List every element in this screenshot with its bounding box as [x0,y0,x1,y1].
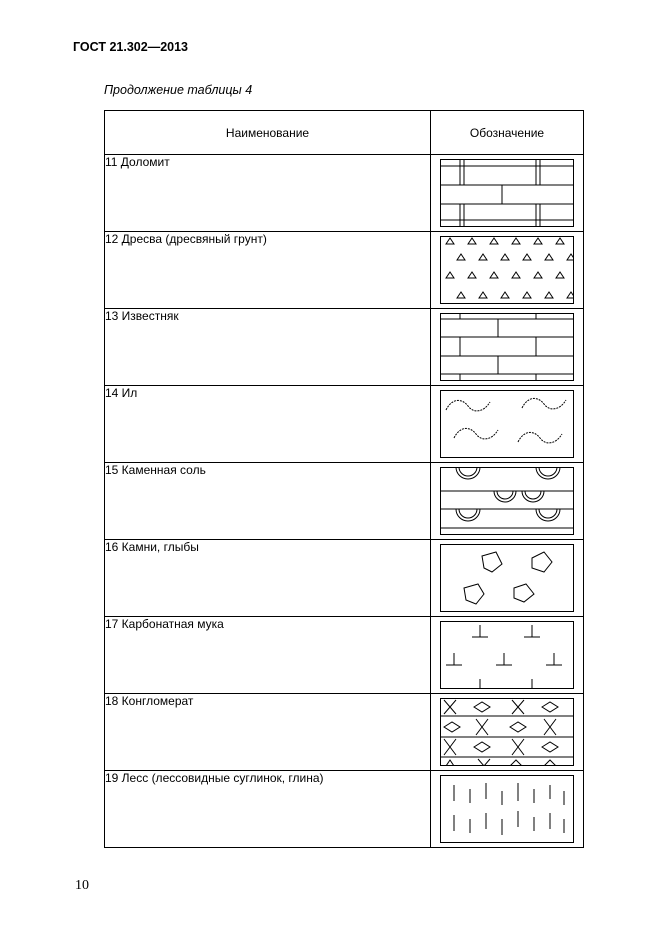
row-symbol-conglomerate [431,694,584,771]
table-row [105,232,584,309]
carbonate-flour-pattern-icon [440,621,574,689]
row-name-dolomite: 11 Доломит [105,155,431,232]
row-name-rock-salt: 15 Каменная соль [105,463,431,540]
conglomerate-pattern-icon [440,698,574,766]
row-name-limestone: 13 Известняк [105,309,431,386]
row-symbol-silt [431,386,584,463]
table-row [105,386,584,463]
row-name-gruss: 12 Дресва (дресвяный грунт) [105,232,431,309]
column-header-symbol: Обозначение [431,111,584,155]
boulders-pattern-icon [440,544,574,612]
row-name-conglomerate: 18 Конгломерат [105,694,431,771]
silt-pattern-icon [440,390,574,458]
table-row [105,771,584,848]
row-symbol-boulders [431,540,584,617]
limestone-pattern-icon [440,313,574,381]
gruss-pattern-icon [440,236,574,304]
table-row [105,309,584,386]
row-name-carbonate-flour: 17 Карбонатная мука [105,617,431,694]
table-caption: Продолжение таблицы 4 [104,83,253,97]
row-symbol-loess [431,771,584,848]
table-row [105,463,584,540]
row-symbol-limestone [431,309,584,386]
table-row [105,155,584,232]
dolomite-pattern-icon [440,159,574,227]
row-name-loess: 19 Лесс (лессовидные суглинок, глина) [105,771,431,848]
page-number: 10 [75,878,89,893]
table-header-row [105,111,584,155]
rock-salt-pattern-icon [440,467,574,535]
column-header-name: Наименование [105,111,431,155]
table-row [105,617,584,694]
row-name-boulders: 16 Камни, глыбы [105,540,431,617]
row-name-silt: 14 Ил [105,386,431,463]
row-symbol-dolomite [431,155,584,232]
row-symbol-rock-salt [431,463,584,540]
table-row [105,540,584,617]
row-symbol-carbonate-flour [431,617,584,694]
document-header: ГОСТ 21.302—2013 [73,40,189,54]
loess-pattern-icon [440,775,574,843]
row-symbol-gruss [431,232,584,309]
legend-table [104,110,584,848]
table-row [105,694,584,771]
